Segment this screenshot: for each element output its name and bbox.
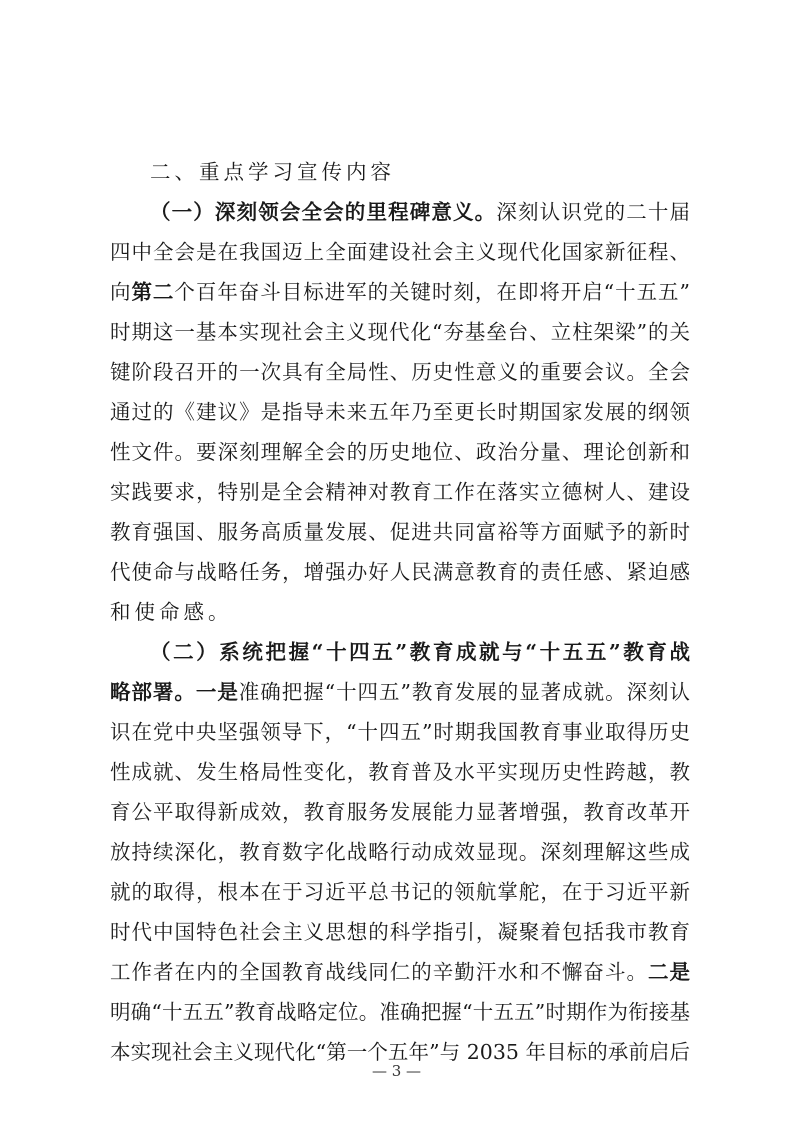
text-segment: 向 — [110, 280, 132, 304]
text-segment: 育公平取得新成效，教育服务发展能力显著增强，教育改革开 — [110, 800, 690, 824]
text-segment: 教育强国、服务高质量发展、促进共同富裕等方面赋予的新时 — [110, 520, 690, 544]
text-line — [110, 312, 690, 352]
text-segment: 时代中国特色社会主义思想的科学指引，凝聚着包括我市教育 — [110, 920, 690, 944]
text-line — [110, 232, 690, 272]
text-line — [110, 192, 690, 232]
bold-text: （二）系统把握“十四五”教育成就与“十五五”教育战 — [150, 640, 690, 664]
text-line — [110, 792, 690, 832]
text-segment: 时期这一基本实现社会主义现代化“夯基垒台、立柱架梁”的关 — [110, 320, 690, 344]
text-line — [110, 912, 690, 952]
text-segment: 就的取得，根本在于习近平总书记的领航掌舵，在于习近平新 — [110, 880, 690, 904]
text-segment: 键阶段召开的一次具有全局性、历史性意义的重要会议。全会 — [110, 360, 690, 384]
text-line — [110, 592, 690, 632]
text-line — [110, 432, 690, 472]
text-line — [110, 712, 690, 752]
text-line — [110, 632, 690, 672]
page-number: — 3 — — [371, 1062, 422, 1080]
text-line — [110, 552, 690, 592]
text-segment: 和使命感。 — [110, 600, 233, 624]
text-line — [110, 872, 690, 912]
text-segment: 工作者在内的全国教育战线同仁的辛勤汗水和不懈奋斗。 — [110, 960, 648, 984]
bold-text: 二是 — [647, 960, 691, 984]
bold-text: （一）深刻领会全会的里程碑意义。 — [150, 200, 497, 224]
text-segment: 性成就、发生格局性变化，教育普及水平实现历史性跨越，教 — [110, 760, 690, 784]
text-segment: 个百年奋斗目标进军的关键时刻，在即将开启“十五五” — [174, 280, 691, 304]
text-line — [110, 352, 690, 392]
text-line — [110, 832, 690, 872]
text-line — [110, 392, 690, 432]
text-line — [110, 952, 690, 992]
bold-text: 第二 — [131, 280, 175, 304]
text-segment: 实践要求，特别是全会精神对教育工作在落实立德树人、建设 — [110, 480, 690, 504]
text-segment: 深刻认识党的二十届 — [496, 200, 691, 224]
text-line — [110, 472, 690, 512]
text-segment: 通过的《建议》是指导未来五年乃至更长时期国家发展的纲领 — [110, 400, 690, 424]
bold-text: 略部署。一是 — [110, 680, 239, 704]
text-line — [110, 752, 690, 792]
section-heading — [110, 152, 690, 192]
document-body — [110, 152, 690, 1072]
text-segment: 识在党中央坚强领导下，“十四五”时期我国教育事业取得历史 — [110, 720, 690, 744]
text-line — [110, 672, 690, 712]
text-segment: 准确把握“十四五”教育发展的显著成就。深刻认 — [238, 680, 691, 704]
text-line — [110, 272, 690, 312]
text-segment: 明确“十五五”教育战略定位。准确把握“十五五”时期作为衔接基 — [110, 1000, 690, 1024]
text-line — [110, 512, 690, 552]
text-segment: 二、重点学习宣传内容 — [150, 160, 395, 184]
text-segment: 放持续深化，教育数字化战略行动成效显现。深刻理解这些成 — [110, 840, 690, 864]
text-segment: 性文件。要深刻理解全会的历史地位、政治分量、理论创新和 — [110, 440, 690, 464]
text-segment: 四中全会是在我国迈上全面建设社会主义现代化国家新征程、 — [110, 240, 690, 264]
text-segment: 代使命与战略任务，增强办好人民满意教育的责任感、紧迫感 — [110, 560, 690, 584]
text-line — [110, 992, 690, 1032]
text-segment: 本实现社会主义现代化“第一个五年”与 2035 年目标的承前启后 — [110, 1040, 690, 1064]
